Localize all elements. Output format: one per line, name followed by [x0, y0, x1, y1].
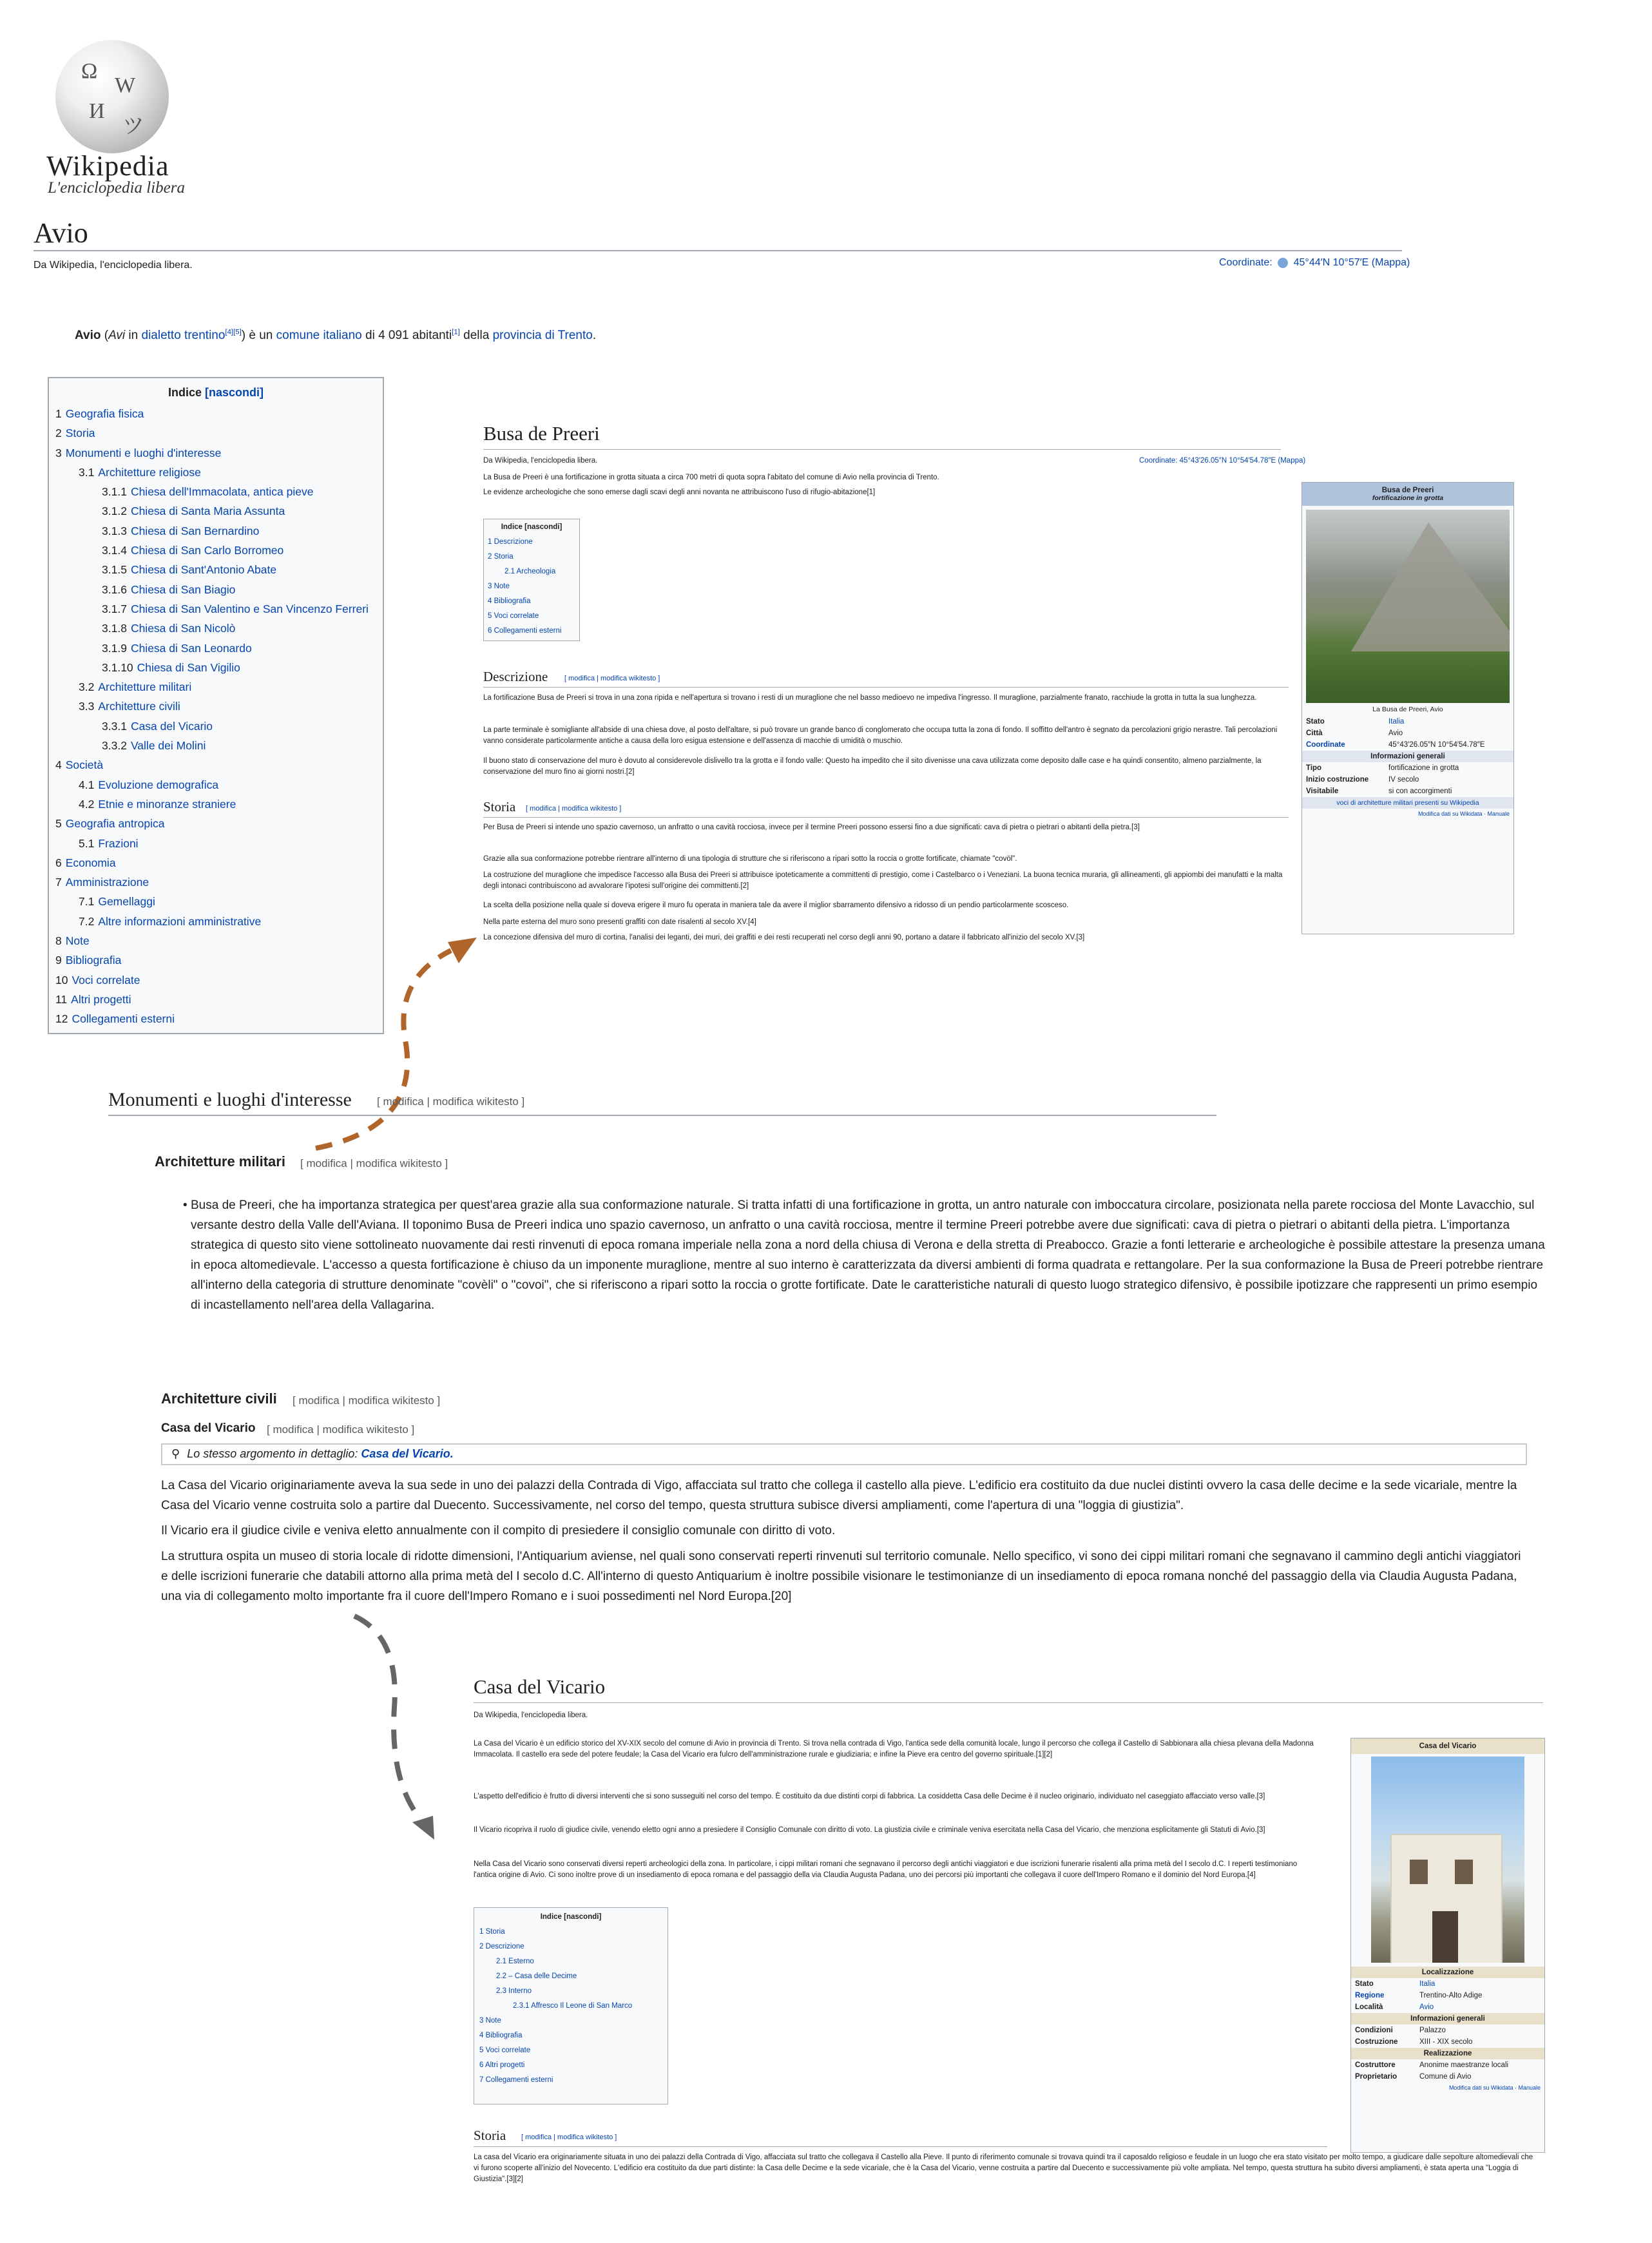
busa-p1: La Busa de Preeri è una fortificazione in grotta situata a circa 700 metri di quota sopra l'abitato del comune di Avio nella provincia di Trento.: [483, 474, 939, 481]
busa-h-storia: Storia: [483, 799, 516, 814]
wikipedia-globe-icon[interactable]: Ω W И ツ: [55, 40, 169, 153]
toc-item-number: 4: [55, 758, 62, 772]
toc-item-label[interactable]: Chiesa di San Vigilio: [137, 660, 240, 674]
vic-ib-key: Proprietario: [1355, 2073, 1397, 2081]
busa-ib-val: Avio: [1388, 729, 1403, 737]
toc-item-label[interactable]: Bibliografia: [65, 954, 122, 967]
toc-item-label[interactable]: Altre informazioni amministrative: [98, 914, 262, 928]
bullet: •: [183, 1199, 187, 1212]
vic-title-divider: [474, 1702, 1543, 1703]
vic-ib-key: Costruttore: [1355, 2061, 1396, 2069]
coord-label[interactable]: Coordinate:: [1219, 257, 1273, 268]
toc-item-number: 3.1.7: [102, 602, 127, 615]
vic-toc-item[interactable]: 2.3 Interno: [496, 1987, 532, 1995]
busa-s5: Nella parte esterna del muro sono presenti graffiti con date risalenti al secolo XV.[4]: [483, 918, 756, 926]
toc-item-label[interactable]: Etnie e minoranze straniere: [98, 797, 236, 811]
toc-item-label[interactable]: Voci correlate: [72, 973, 140, 987]
toc-title: Indice: [168, 386, 202, 399]
toc-item-number: 3.3: [79, 700, 95, 713]
toc-item-number: 3.3.1: [102, 719, 127, 733]
vic-p4: Nella Casa del Vicario sono conservati diversi reperti archeologici della zona. In particolare, i cippi militari romani che segnavano il percorso degli antichi viaggiatori e due iscrizioni funerarie risalenti alla prima metà del I secolo d.C. I reperti testimoniano l'antica origine di Avio. Ci sono inoltre prove di un insediamento di epoca romana e del passaggio della via Claudia Augusta Padana, uno dei percorsi più importanti che collegava il cuore dell'Impero Romano e il dominio del Nord Europa.[4]: [474, 1860, 1298, 1879]
logo-tagline: L'enciclopedia libera: [48, 179, 185, 197]
vic-toc-item[interactable]: 4 Bibliografia: [479, 2032, 523, 2039]
vic-ib-title: Casa del Vicario: [1351, 1738, 1544, 1754]
busa-s3: La costruzione del muraglione che impedisce l'accesso alla Busa dei Preeri si attribuisce ipoteticamente a committenti di prestigio, come i Castelbarco o i Veneziani. La buona tecnica muraria, gli allineamenti, gli appiombi dei manufatti e la malta degli intonaci contribuiscono ad avvalorare l'ipotesi sull'origine dei committenti.[2]: [483, 871, 1283, 890]
toc-item-label[interactable]: Valle dei Molini: [130, 739, 206, 753]
vic-ib-section: Localizzazione: [1351, 1967, 1544, 1978]
toc-toggle[interactable]: [nascondi]: [205, 386, 264, 399]
busa-ib-val[interactable]: Italia: [1388, 718, 1405, 726]
vic-toc-item[interactable]: 5 Voci correlate: [479, 2046, 531, 2054]
toc-item-number: 3.1.4: [102, 544, 127, 557]
toc-item-label[interactable]: Chiesa di San Carlo Borromeo: [130, 544, 284, 557]
militari-paragraph: Busa de Preeri, che ha importanza strategica per quest'area grazie alla sua conformazione naturale. Si tratta infatti di una fortificazione in grotta, un antro naturale con imboccatura circolare, posizionata nella parete rocciosa del Monte Lavacchio, sul versante destro della Valle dell'Aviana. Il toponimo Busa de Preeri indica uno spazio cavernoso, un anfratto o una cavità rocciosa, mentre il termine Preeri potrebbe avere due significati: cava di pietra o pietrari o abitanti della pietra. L'importanza strategica di questo sito viene sottolineato nuovamente dai resti rinvenuti di epoca romana imperiale nella zona a nord della chiusa di Verona e della stretta di Preabocco. Grazie a fonti letterarie e archeologiche è possibile attestare la presenza umana in epoca altomedievale. L'accesso a questa fortificazione è chiuso da un imponente muraglione, mentre al suo interno è caratterizzata da diversi ambienti di forma quadrata e rettangolare. Per la sua conformazione la Busa de Preeri potrebbe rientrare all'interno della categoria di strutture denominate "covèli" o "covoi", che si riferiscono a ripari sotto la roccia o grotte fortificate. Date le caratteristiche naturali di questo luogo strategico difensivo, è possibile ipotizzare che rappresenti un primo esempio di incastellamento nell'area della Vallagarina.: [191, 1199, 1545, 1312]
busa-subtitle: Da Wikipedia, l'enciclopedia libera.: [483, 457, 598, 465]
monumenti-divider: [108, 1115, 1216, 1116]
vic-toc-item[interactable]: 2 Descrizione: [479, 1943, 524, 1950]
vic-toc-title: Indice [nascondi]: [540, 1913, 602, 1921]
vic-ib-val: Comune di Avio: [1419, 2073, 1472, 2081]
busa-coord[interactable]: Coordinate: 45°43′26.05″N 10°54′54.78″E (Mappa): [1139, 457, 1306, 465]
arrow-head-vicario: [412, 1816, 434, 1840]
busa-ib-key: Tipo: [1306, 764, 1322, 772]
busa-ib-val: IV secolo: [1388, 776, 1419, 784]
lead-mid: ) è un: [241, 329, 273, 342]
vic-edit-storia[interactable]: [ modifica | modifica wikitesto ]: [521, 2133, 617, 2141]
busa-d3: Il buono stato di conservazione del muro è dovuto al considerevole dislivello tra la grotta e il fondo valle: Questo ha impedito che il sito divenisse una cava utilizzata come deposito dalle case e ha quindi consentito, almeno parzialmente, la conservazione del muro fino ai giorni nostri.[2]: [483, 757, 1262, 776]
toc-item-number: 6: [55, 856, 62, 869]
toc-item-number: 5.1: [79, 836, 95, 850]
vic-ib-key: Località: [1355, 2003, 1383, 2011]
edit-civili[interactable]: [ modifica | modifica wikitesto ]: [293, 1394, 441, 1407]
toc-item-number: 3.1.2: [102, 505, 127, 518]
toc-item-label[interactable]: Note: [65, 934, 90, 948]
toc-item-label[interactable]: Chiesa dell'Immacolata, antica pieve: [130, 485, 314, 499]
vic-toc-item[interactable]: 6 Altri progetti: [479, 2061, 525, 2069]
vic-ib-section: Realizzazione: [1351, 2048, 1544, 2059]
lead-paragraph: Avio (Avi in dialetto trentino[4][5]) è un comune italiano di 4 091 abitanti[1] della provincia di Trento.: [75, 328, 597, 342]
toc-item-number: 3.1.1: [102, 485, 127, 499]
busa-h-descrizione: Descrizione: [483, 669, 548, 684]
toc-item-label[interactable]: Chiesa di Santa Maria Assunta: [130, 505, 285, 518]
busa-s2: Grazie alla sua conformazione potrebbe rientrare all'interno di una tipologia di strutture che si riferiscono a ripari sotto la roccia o grotte fortificate, chiamate "covöl".: [483, 855, 1017, 863]
h-civili: Architetture civili: [161, 1391, 277, 1407]
lead-bold: Avio: [75, 329, 101, 342]
vic-p1: La Casa del Vicario è un edificio storico del XV-XIX secolo del comune di Avio in provincia di Trento. Si trova nella contrada di Vigo, l'antica sede della comunità locale, lungo il percorso che collega il Castello di Sabbionara alla chiesa plevana della Madonna Immacolata. Il castello era sede del potere feudale; la Casa del Vicario era fulcro dell'amministrazione rurale e giudiziaria; e infine la Pieve era centro del governo spirituale.[1][2]: [474, 1740, 1314, 1758]
toc-item-number: 7.2: [79, 914, 95, 928]
toc-item-label[interactable]: Collegamenti esterni: [72, 1012, 175, 1026]
busa-toc-item[interactable]: 3 Note: [488, 582, 510, 590]
busa-p2: Le evidenze archeologiche che sono emerse dagli scavi degli anni novanta ne attribuiscono l'uso di rifugio-abitazione[1]: [483, 488, 876, 496]
toc-item-label[interactable]: Monumenti e luoghi d'interesse: [65, 446, 222, 459]
busa-ib-val: 45°43′26.05″N 10°54′54.78″E: [1388, 741, 1485, 749]
busa-d1: La fortificazione Busa de Preeri si trova in una zona ripida e nell'apertura si trovano i resti di un muraglione che nel basso medioevo ne impediva l'ingresso. Il muraglione, parzialmente franato, racchiude la grotta in tutta la sua lunghezza.: [483, 694, 1257, 702]
toc-item-number: 3.1: [79, 465, 95, 479]
busa-toc-item[interactable]: 6 Collegamenti esterni: [488, 627, 562, 635]
house-photo[interactable]: [1371, 1757, 1524, 1963]
toc-item-number: 3: [55, 446, 62, 459]
vic-ib-val[interactable]: Avio: [1419, 2003, 1434, 2011]
busa-ib-key: Città: [1306, 729, 1323, 737]
toc-item-number: 11: [55, 992, 68, 1006]
vic-ib-key[interactable]: Regione: [1355, 1992, 1385, 1999]
arrow-head-busa: [448, 938, 477, 963]
busa-ib-key: Visitabile: [1306, 787, 1339, 795]
lead-end: .: [592, 329, 597, 342]
lead-ref-1[interactable]: [4][5]: [225, 328, 242, 336]
toc-item-number: 8: [55, 934, 62, 948]
edit-vicario[interactable]: [ modifica | modifica wikitesto ]: [267, 1423, 415, 1436]
page-subtitle: Da Wikipedia, l'enciclopedia libera.: [34, 260, 193, 271]
vic-ib-section: Informazioni generali: [1351, 2013, 1544, 2025]
vic-toc-item[interactable]: 2.3.1 Affresco Il Leone di San Marco: [513, 2002, 633, 2010]
toc-item-label[interactable]: Chiesa di Sant'Antonio Abate: [130, 563, 277, 577]
busa-toc-item[interactable]: 2 Storia: [488, 553, 514, 561]
toc-item-label[interactable]: Architetture civili: [98, 700, 180, 713]
toc-item-label[interactable]: Altri progetti: [71, 992, 131, 1006]
busa-edit-storia[interactable]: [ modifica | modifica wikitesto ]: [526, 805, 622, 813]
vic-p2: L'aspetto dell'edificio è frutto di diversi interventi che si sono susseguiti nel corso del tempo. È costituito da due distinti corpi di fabbrica. La cosiddetta Casa delle Decime è il nucleo originario, individuato nel caseggiato affacciato verso valle.[3]: [474, 1793, 1265, 1800]
vic-subtitle: Da Wikipedia, l'enciclopedia libera.: [474, 1711, 588, 1719]
toc-item-label[interactable]: Architetture religiose: [98, 465, 201, 479]
lead-num: di 4 091 abitanti: [365, 329, 452, 342]
toc-item-label[interactable]: Chiesa di San Bernardino: [130, 524, 260, 537]
coord-value[interactable]: 45°44′N 10°57′E: [1293, 257, 1369, 268]
busa-ib-link[interactable]: voci di architetture militari presenti su Wikipedia: [1302, 797, 1513, 809]
toc-item-number: 3.1.3: [102, 524, 127, 537]
vic-toc-item[interactable]: 1 Storia: [479, 1928, 505, 1936]
lead-della: della: [463, 329, 490, 342]
h-militari: Architetture militari: [155, 1153, 285, 1170]
busa-ib-key: Stato: [1306, 718, 1325, 726]
vic-ib-key: Costruzione: [1355, 2038, 1398, 2046]
lead-link-provincia[interactable]: provincia di Trento: [492, 329, 593, 342]
toc-item-number: 3.3.2: [102, 739, 127, 753]
toc-item-label[interactable]: Società: [65, 758, 104, 772]
busa-edit-descrizione[interactable]: [ modifica | modifica wikitesto ]: [564, 675, 660, 682]
arrow-to-vicario: [354, 1616, 419, 1817]
toc-item-number: 4.1: [79, 778, 95, 791]
toc-item-label[interactable]: Architetture militari: [98, 680, 192, 694]
edit-monumenti[interactable]: [ modifica | modifica wikitesto ]: [377, 1095, 525, 1108]
vic-ib-val[interactable]: Italia: [1419, 1980, 1436, 1988]
busa-s6: La concezione difensiva del muro di cortina, l'analisi dei leganti, dei muri, dei graffiti e dei resti recuperati nel corso degli anni 90, portano a datare il fabbricato all'inizio del secolo XV.[3]: [483, 934, 1085, 941]
toc-item-number: 3.1.9: [102, 641, 127, 655]
toc-item-label[interactable]: Frazioni: [98, 836, 139, 850]
coord-map-link[interactable]: (Mappa): [1371, 257, 1410, 268]
vic-toc-item[interactable]: 3 Note: [479, 2017, 501, 2025]
busa-ib-key[interactable]: Coordinate: [1306, 741, 1345, 749]
toc-item-number: 7: [55, 876, 62, 889]
busa-ib-key: Inizio costruzione: [1306, 776, 1369, 784]
vic-ib-val: XIII - XIX secolo: [1419, 2038, 1473, 2046]
busa-ib-sub: fortificazione in grotta: [1372, 494, 1444, 502]
vic-ib-val: Palazzo: [1419, 2026, 1446, 2034]
toc-item-number: 3.1.6: [102, 582, 127, 596]
toc-item-number: 5: [55, 817, 62, 831]
busa-toc-title: Indice [nascondi]: [501, 523, 562, 531]
vic-toc-item[interactable]: 2.2 – Casa delle Decime: [496, 1972, 577, 1980]
toc-item-number: 7.1: [79, 895, 95, 909]
busa-toc-item[interactable]: 5 Voci correlate: [488, 612, 539, 620]
busa-ib-title: Busa de Preeri: [1381, 486, 1434, 494]
busa-ib-val: si con accorgimenti: [1388, 787, 1452, 795]
hatnote-link[interactable]: Casa del Vicario.: [361, 1447, 454, 1460]
toc-item-number: 3.1.8: [102, 622, 127, 635]
lead-link-comune[interactable]: comune italiano: [276, 329, 362, 342]
vic-ib-foot[interactable]: Modifica dati su Wikidata · Manuale: [1448, 2084, 1541, 2091]
vic-title: Casa del Vicario: [474, 1675, 606, 1698]
vicario-p3: La struttura ospita un museo di storia locale di ridotte dimensioni, l'Antiquarium aviense, nel quali sono conservati reperti rinvenuti sul territorio comunale. Nello specifico, vi sono dei cippi militari romani che segnavano il cammino degli antichi viaggiatori e delle iscrizioni funerarie che databili attorno alla prima metà del I secolo d.C. All'interno di questo Antiquarium è inoltre possibile visionare le testimonianze di un insediamento di epoca romana nonché del passaggio della via Claudia Augusta Padana, una via di collegamento molto importante fra il cuore dell'Impero Romano e i suoi possedimenti nel Nord Europa.[20]: [161, 1550, 1521, 1603]
toc-item-label[interactable]: Geografia fisica: [65, 407, 144, 420]
vic-infobox: [1350, 1738, 1545, 2153]
toc-item-label[interactable]: Amministrazione: [65, 876, 149, 889]
toc-item-label[interactable]: Gemellaggi: [98, 895, 155, 909]
toc-item-label[interactable]: Chiesa di San Biagio: [130, 582, 236, 596]
toc-item-label[interactable]: Storia: [65, 427, 95, 440]
vic-h-storia: Storia: [474, 2128, 506, 2143]
busa-d2: La parte terminale è somigliante all'abside di una chiesa dove, al posto dell'altare, si può trovare un grande banco di conglomerato che occupa tutta la zona di fondo. Il soffitto dell'antro è segnato da percolazioni grigio nerastre. Tali percolazioni vanno considerate particolarmente antiche a causa della loro esigua estensione e dell'assenza di macchie di umidità o muschio.: [483, 726, 1278, 745]
toc-item-number: 10: [55, 973, 68, 987]
lead-italic: Avi: [108, 329, 126, 342]
toc-item-label[interactable]: Geografia antropica: [65, 817, 165, 831]
busa-title: Busa de Preeri: [483, 422, 600, 445]
toc-item-number: 3.2: [79, 680, 95, 694]
busa-toc-item[interactable]: 2.1 Archeologia: [504, 568, 556, 575]
hatnote: [161, 1443, 1527, 1465]
toc-item-number: 3.1.10: [102, 660, 133, 674]
vicario-p2: Il Vicario era il giudice civile e veniva eletto annualmente con il compito di presiedere il consiglio comunale con diritto di voto.: [161, 1524, 836, 1537]
toc-item-number: 9: [55, 954, 62, 967]
vic-p3: Il Vicario ricopriva il ruolo di giudice civile, venendo eletto ogni anno a presiedere il Consiglio Comunale con diritto di voto. La giustizia civile e criminale veniva esercitata nella Casa del Vicario, che menziona esplicitamente gli Statuti di Avio.[3]: [474, 1826, 1265, 1834]
toc-item-label[interactable]: Chiesa di San Valentino e San Vincenzo Ferreri: [130, 602, 369, 615]
vic-s1: La casa del Vicario era originariamente situata in uno dei palazzi della Contrada di Vigo, affacciata sul tratto che collegava il Castello alla Pieve. Il punto di riferimento comunale si trovava quindi tra il caposaldo religioso e feudale in un luogo che era stato visitato per molto tempo, a giudicare dalle sepolture altomedievali che vi furono scoperte all'inizio del Novecento. L'edificio era costituito da due parti distinte: la Casa delle Decime e la sede vicariale, che è la Casa del Vicario, venne costruita a partire dal Duecento e successivamente più volte ampliata. Nel tempo, questa struttura ha subito diversi ampliamenti, è stata aperta una "Loggia di Giustizia".[3][2]: [474, 2153, 1533, 2183]
toc-item-number: 4.2: [79, 797, 95, 811]
vic-ib-key: Stato: [1355, 1980, 1374, 1988]
busa-toc-item[interactable]: 4 Bibliografia: [488, 597, 531, 605]
h-monumenti: Monumenti e luoghi d'interesse: [108, 1089, 352, 1110]
lead-ref-2[interactable]: [1]: [452, 328, 460, 336]
lead-link-dialetto[interactable]: dialetto trentino: [141, 329, 226, 342]
vic-ib-val: Anonime maestranze locali: [1419, 2061, 1509, 2069]
toc-item-number: 3.1.5: [102, 563, 127, 577]
busa-toc-item[interactable]: 1 Descrizione: [488, 538, 533, 546]
busa-ib-section: Informazioni generali: [1302, 751, 1513, 762]
toc-item-number: 2: [55, 427, 62, 440]
vic-ib-key: Condizioni: [1355, 2026, 1393, 2034]
hatnote-pre: Lo stesso argomento in dettaglio:: [187, 1447, 358, 1460]
toc-item-number: 1: [55, 407, 62, 420]
toc-item-label[interactable]: Casa del Vicario: [130, 719, 213, 733]
edit-militari[interactable]: [ modifica | modifica wikitesto ]: [300, 1157, 448, 1170]
lead-in: in: [128, 329, 139, 342]
militari-text: [183, 1195, 1546, 1315]
busa-s4: La scelta della posizione nella quale si doveva erigere il muro fu operata in maniera tale da avere il miglior sbarramento difensivo a ridosso di un pendio particolarmente scosceso.: [483, 901, 1069, 909]
toc-item-label[interactable]: Chiesa di San Nicolò: [130, 622, 236, 635]
toc-item-label[interactable]: Evoluzione demografica: [98, 778, 219, 791]
busa-ib-foot[interactable]: Modifica dati su Wikidata · Manuale: [1417, 811, 1510, 817]
toc-item-number: 12: [55, 1012, 68, 1026]
logo-wordmark[interactable]: Wikipedia: [46, 150, 169, 182]
vic-ib-val: Trentino-Alto Adige: [1419, 1992, 1483, 1999]
busa-s1: Per Busa de Preeri si intende uno spazio cavernoso, un anfratto o una cavità rocciosa, invece per il termine Preeri possono essersi fino a due significati: cava di pietra o pietrari o abitanti della pietra.[3]: [483, 823, 1140, 831]
vicario-p1: La Casa del Vicario originariamente aveva la sua sede in uno dei palazzi della Contrada di Vigo, affacciata sul tratto che collega il castello alla pieve. L'edificio era costituito da due nuclei distinti ovvero la casa delle decime e la sede vicariale, mentre la Casa del Vicario venne costruita solo a partire dal Duecento. Successivamente, nel corso del tempo, questa struttura subisce diversi ampliamenti, come l'apertura di una "loggia di giustizia".: [161, 1479, 1517, 1512]
vic-h2-divider: [474, 2146, 1327, 2147]
vic-toc: [474, 1907, 668, 2104]
page-title: Avio: [34, 217, 88, 249]
busa-ib-caption: La Busa de Preeri, Avio: [1372, 706, 1443, 713]
h-vicario: Casa del Vicario: [161, 1421, 256, 1435]
vic-toc-item[interactable]: 7 Collegamenti esterni: [479, 2076, 553, 2084]
magnifier-icon: ⚲: [171, 1447, 180, 1460]
busa-ib-val: fortificazione in grotta: [1388, 764, 1459, 772]
vic-toc-item[interactable]: 2.1 Esterno: [496, 1958, 534, 1965]
arrow-to-busa: [316, 950, 451, 1148]
toc-item-label[interactable]: Economia: [65, 856, 116, 869]
toc-item-label[interactable]: Chiesa di San Leonardo: [130, 641, 252, 655]
